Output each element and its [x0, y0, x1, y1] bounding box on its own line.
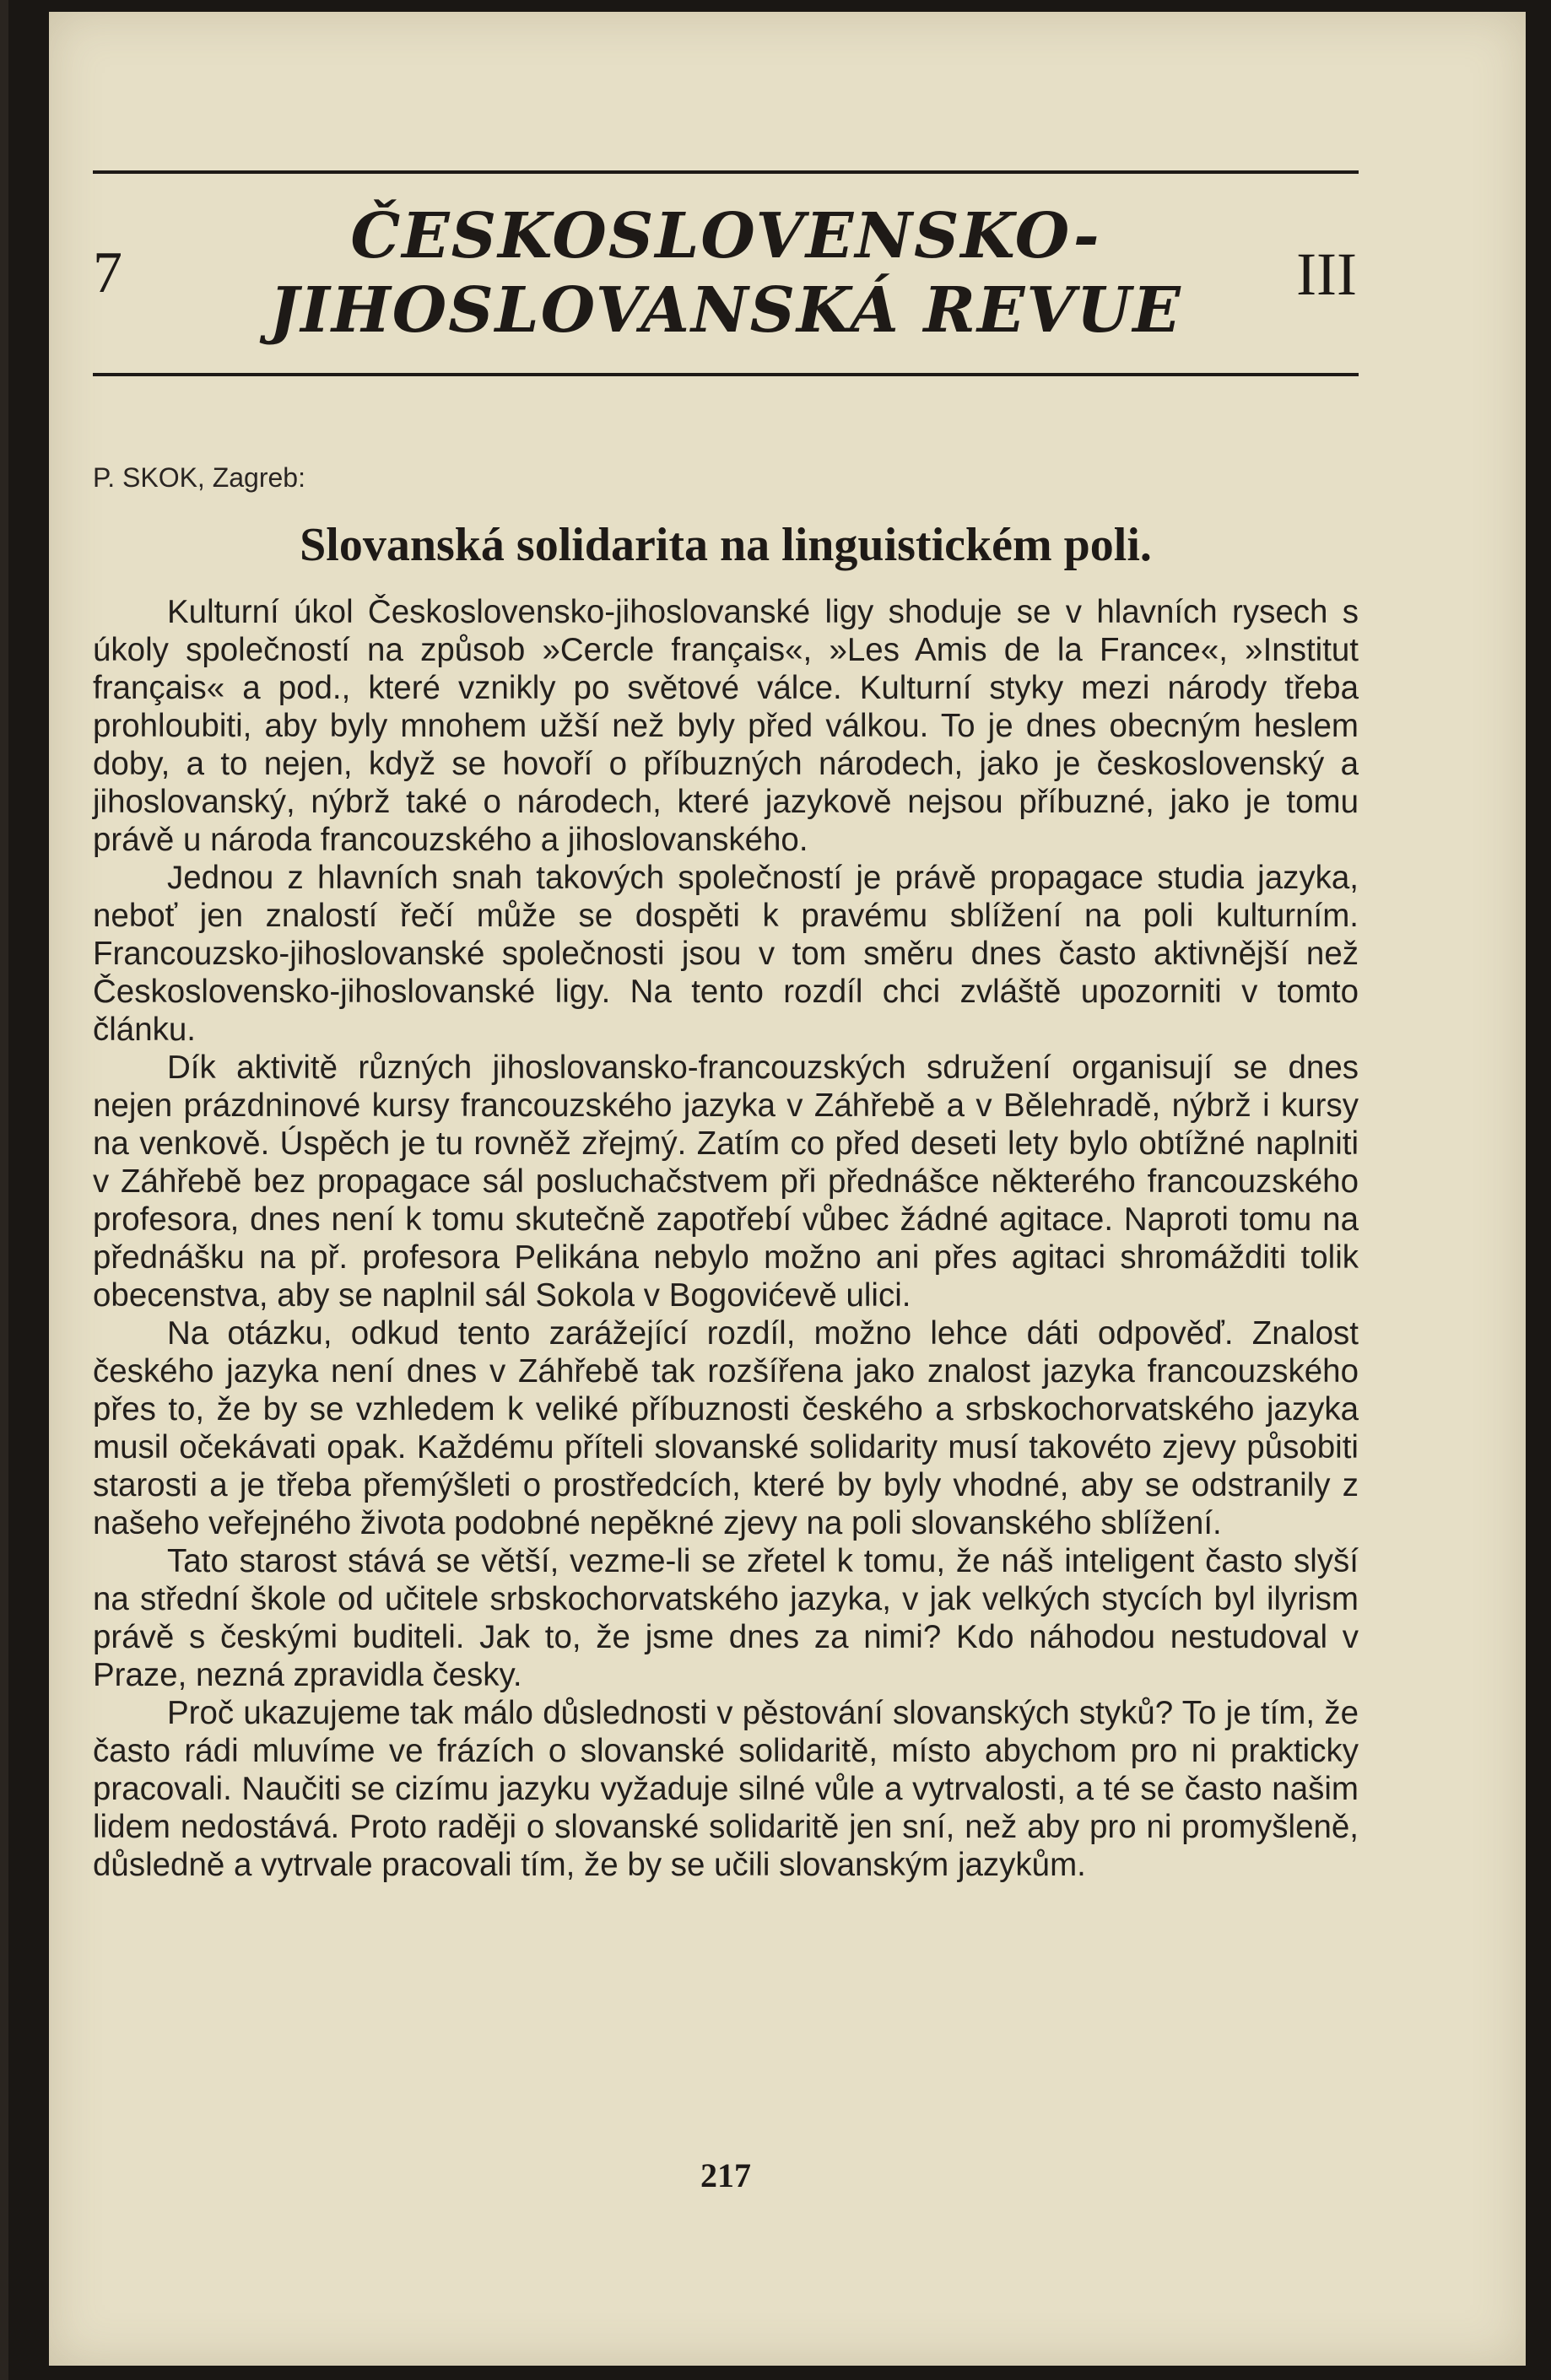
journal-masthead: [93, 170, 1359, 376]
paragraph: Tato starost stává se větší, vezme-li se zřetel k tomu, že náš inteligent často slyší na střední škole od učitele srbskochorvatského jazyka, v jak velkých stycích byl ilyrism právě s českými buditeli. Jak to, že jsme dnes za nimi? Kdo náhodou nestudoval v Praze, nezná zpravidla česky.: [93, 1543, 1359, 1693]
paragraph: Proč ukazujeme tak málo důslednosti v pěstování slovanských styků? To je tím, že často rádi mluvíme ve frázích o slovanské solidaritě, místo abychom pro ni prakticky pracovali. Naučiti se cizímu jazyku vyžaduje silné vůle a vytrvalosti, a té se často našim lidem nedostává. Proto raději o slovanské solidaritě jen sní, než aby pro ni promyšleně, důsledně a vytrvale pracovali tím, že by se učili slovanským jazykům.: [93, 1695, 1359, 1883]
journal-title-line-2: JIHOSLOVANSKÁ REVUE: [269, 274, 1182, 347]
journal-title: [219, 199, 1232, 348]
journal-title-line-1: ČESKOSLOVENSKO-: [350, 200, 1101, 273]
paragraph: Jednou z hlavních snah takových společností je právě propagace studia jazyka, neboť jen znalostí řečí může se dospěti k pravému sblížení na poli kulturním. Francouzsko-jihoslovanské společnosti jsou v tom směru dnes často aktivnější než Československo-jihoslovanské ligy. Na tento rozdíl chci zvláště upozorniti v tomto článku.: [93, 860, 1359, 1048]
article-byline: P. SKOK, Zagreb:: [93, 462, 305, 493]
page-number: 217: [700, 2156, 751, 2194]
paragraph: Na otázku, odkud tento zarážející rozdíl, možno lehce dáti odpověď. Znalost českého jazyka není dnes v Záhřebě tak rozšířena jako znalost jazyka francouzského přes to, že by se vzhledem k veliké příbuznosti českého a srbskochorvatského jazyka musil očekávati opak. Každému příteli slovanské solidarity musí takovéto zjevy působiti starosti a je třeba přemýšleti o prostředcích, které by byly vhodné, aby se odstranily z našeho veřejného života podobné nepěkné zjevy na poli slovanského sblížení.: [93, 1315, 1359, 1541]
book-spine-edge: [0, 0, 8, 2380]
issue-number: 7: [93, 240, 122, 305]
article-headline: Slovanská solidarita na linguistickém poli.: [300, 519, 1152, 571]
volume-number: III: [1296, 240, 1357, 308]
paragraph: Kulturní úkol Československo-jihoslovanské ligy shoduje se v hlavních rysech s úkoly společností na způsob »Cercle français«, »Les Amis de la France«, »Institut français« a pod., které vznikly po světové válce. Kulturní styky mezi národy třeba prohloubiti, aby byly mnohem užší než byly před válkou. To je dnes obecným heslem doby, a to nejen, když se hovoří o příbuzných národech, jako je československý a jihoslovanský, nýbrž také o národech, které jazykově nejsou příbuzné, jako je tomu právě u národa francouzského a jihoslovanského.: [93, 594, 1359, 858]
paragraph: Dík aktivitě různých jihoslovansko-francouzských sdružení organisují se dnes nejen prázdninové kursy francouzského jazyka v Záhřebě a v Bělehradě, nýbrž i kursy na venkově. Úspěch je tu rovněž zřejmý. Zatím co před deseti lety bylo obtížné naplniti v Záhřebě bez propagace sál posluchačstvem při přednášce některého francouzského profesora, dnes není k tomu skutečně zapotřebí vůbec žádné agitace. Naproti tomu na přednášku na př. profesora Pelikána nebylo možno ani přes agitaci shromážditi tolik obecenstva, aby se naplnil sál Sokola v Bogovićevě ulici.: [93, 1050, 1359, 1314]
article-body: [93, 593, 1359, 1884]
